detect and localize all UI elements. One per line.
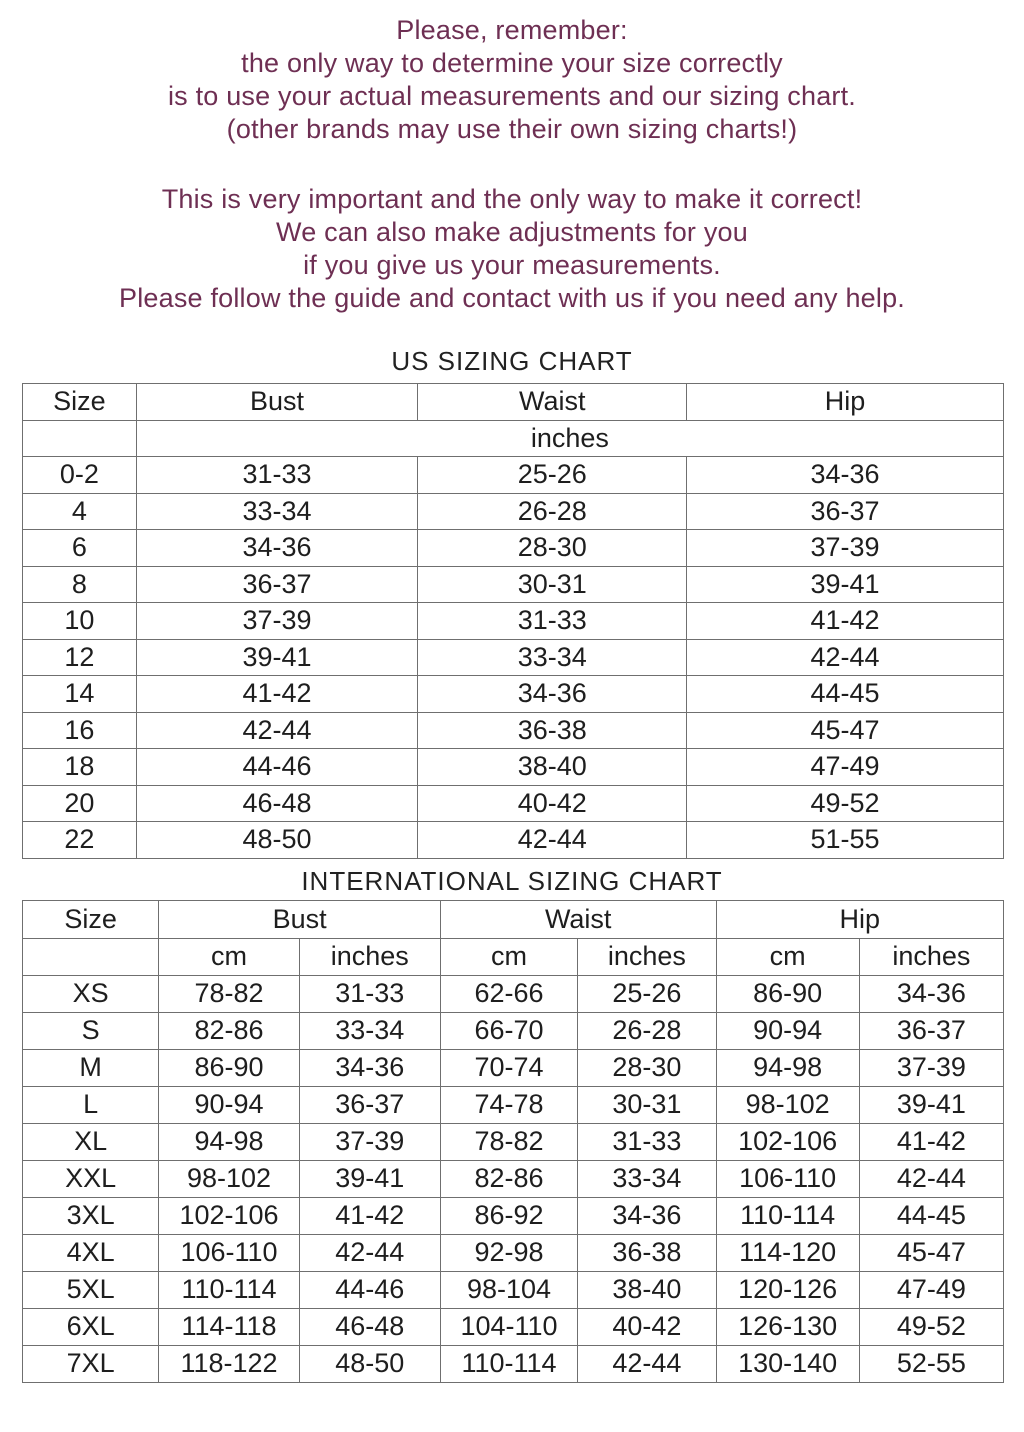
intl-chart-value-cell: 114-120 [716,1234,859,1271]
intl-chart-value-cell: 106-110 [716,1160,859,1197]
intl-chart-value-cell: 82-86 [440,1160,577,1197]
intl-header-hip: Hip [716,900,1003,938]
us-chart-value-cell: 44-46 [136,749,418,786]
us-chart-row [23,493,1004,530]
intl-chart-value-cell: 42-44 [299,1234,440,1271]
us-chart-value-cell: 33-34 [136,493,418,530]
intl-chart-value-cell: 114-118 [159,1308,299,1345]
us-chart-value-cell: 30-31 [418,566,687,603]
intl-chart-value-cell: 34-36 [299,1049,440,1086]
intl-chart-size-cell: L [23,1086,159,1123]
us-header-waist: Waist [418,384,687,421]
intl-table-unit-row [23,938,1004,975]
intl-chart-value-cell: 31-33 [299,975,440,1012]
us-sizing-table [22,383,1004,859]
intl-chart-value-cell: 102-106 [159,1197,299,1234]
us-chart-row [23,822,1004,859]
intl-chart-row [23,975,1004,1012]
us-header-bust: Bust [136,384,418,421]
intl-chart-value-cell: 25-26 [578,975,716,1012]
intl-chart-value-cell: 39-41 [859,1086,1003,1123]
intl-chart-row [23,1012,1004,1049]
intl-chart-value-cell: 37-39 [299,1123,440,1160]
intl-chart-value-cell: 36-38 [578,1234,716,1271]
us-chart-size-cell: 14 [23,676,137,713]
us-chart-row [23,530,1004,567]
intl-chart-value-cell: 86-92 [440,1197,577,1234]
us-chart-value-cell: 34-36 [136,530,418,567]
intl-chart-value-cell: 34-36 [859,975,1003,1012]
us-chart-value-cell: 46-48 [136,785,418,822]
us-chart-row [23,712,1004,749]
intro-line: This is very important and the only way to make it correct! [161,184,863,214]
us-chart-value-cell: 39-41 [687,566,1004,603]
intl-chart-value-cell: 44-46 [299,1271,440,1308]
intl-chart-value-cell: 40-42 [578,1308,716,1345]
intl-unit-waist-inches: inches [578,938,716,975]
intl-chart-row [23,1197,1004,1234]
intl-unit-hip-cm: cm [716,938,859,975]
intl-chart-value-cell: 90-94 [716,1012,859,1049]
intl-chart-value-cell: 26-28 [578,1012,716,1049]
intl-unit-bust-inches: inches [299,938,440,975]
intl-chart-value-cell: 48-50 [299,1345,440,1382]
intl-unit-hip-inches: inches [859,938,1003,975]
us-chart-size-cell: 22 [23,822,137,859]
us-chart-value-cell: 42-44 [687,639,1004,676]
intl-table-header-row [23,900,1004,938]
us-chart-value-cell: 26-28 [418,493,687,530]
us-chart-size-cell: 0-2 [23,457,137,494]
us-chart-value-cell: 44-45 [687,676,1004,713]
intl-chart-value-cell: 120-126 [716,1271,859,1308]
intl-chart-size-cell: XS [23,975,159,1012]
intl-chart-value-cell: 44-45 [859,1197,1003,1234]
intl-chart-value-cell: 46-48 [299,1308,440,1345]
us-unit-empty-cell [23,420,137,457]
intl-chart-value-cell: 90-94 [159,1086,299,1123]
intl-chart-value-cell: 30-31 [578,1086,716,1123]
intl-chart-size-cell: XL [23,1123,159,1160]
intl-unit-empty-cell [23,938,159,975]
intl-chart-value-cell: 130-140 [716,1345,859,1382]
intl-chart-value-cell: 47-49 [859,1271,1003,1308]
intl-chart-value-cell: 38-40 [578,1271,716,1308]
intl-chart-value-cell: 78-82 [159,975,299,1012]
us-chart-value-cell: 41-42 [136,676,418,713]
intl-header-waist: Waist [440,900,716,938]
us-chart-row [23,639,1004,676]
intl-chart-row [23,1123,1004,1160]
intl-chart-value-cell: 110-114 [440,1345,577,1382]
us-chart-value-cell: 47-49 [687,749,1004,786]
us-unit-label-cell: inches [136,420,1003,457]
us-chart-value-cell: 34-36 [687,457,1004,494]
intl-chart-row [23,1271,1004,1308]
us-chart-size-cell: 12 [23,639,137,676]
intl-chart-value-cell: 70-74 [440,1049,577,1086]
us-chart-value-cell: 37-39 [687,530,1004,567]
intl-chart-value-cell: 86-90 [716,975,859,1012]
intl-chart-value-cell: 78-82 [440,1123,577,1160]
intl-chart-row [23,1086,1004,1123]
intl-chart-value-cell: 31-33 [578,1123,716,1160]
us-chart-value-cell: 37-39 [136,603,418,640]
intl-header-bust: Bust [159,900,441,938]
us-chart-value-cell: 36-37 [687,493,1004,530]
us-chart-value-cell: 48-50 [136,822,418,859]
intl-chart-value-cell: 36-37 [299,1086,440,1123]
intl-chart-value-cell: 110-114 [716,1197,859,1234]
intl-chart-size-cell: M [23,1049,159,1086]
intro-text-block [0,0,1024,315]
us-chart-value-cell: 33-34 [418,639,687,676]
intro-paragraph-gap [0,146,1024,183]
intl-chart-value-cell: 86-90 [159,1049,299,1086]
intl-chart-value-cell: 110-114 [159,1271,299,1308]
us-chart-size-cell: 18 [23,749,137,786]
intl-chart-size-cell: 7XL [23,1345,159,1382]
intl-chart-row [23,1345,1004,1382]
us-chart-size-cell: 4 [23,493,137,530]
intl-chart-value-cell: 106-110 [159,1234,299,1271]
us-chart-title: US SIZING CHART [391,346,633,376]
us-chart-value-cell: 36-38 [418,712,687,749]
us-chart-value-cell: 45-47 [687,712,1004,749]
intl-chart-size-cell: XXL [23,1160,159,1197]
intl-chart-value-cell: 28-30 [578,1049,716,1086]
us-chart-value-cell: 51-55 [687,822,1004,859]
us-chart-value-cell: 31-33 [418,603,687,640]
intl-chart-value-cell: 98-104 [440,1271,577,1308]
intl-chart-value-cell: 126-130 [716,1308,859,1345]
intl-chart-size-cell: S [23,1012,159,1049]
intl-chart-row [23,1234,1004,1271]
intl-chart-value-cell: 74-78 [440,1086,577,1123]
us-chart-size-cell: 16 [23,712,137,749]
intl-chart-size-cell: 3XL [23,1197,159,1234]
intl-chart-value-cell: 94-98 [716,1049,859,1086]
us-chart-row [23,749,1004,786]
intl-chart-value-cell: 36-37 [859,1012,1003,1049]
us-chart-row [23,603,1004,640]
us-table-unit-row [23,420,1004,457]
us-chart-value-cell: 41-42 [687,603,1004,640]
intro-line: the only way to determine your size correctly [241,48,783,78]
intl-chart-value-cell: 49-52 [859,1308,1003,1345]
intl-chart-size-cell: 6XL [23,1308,159,1345]
intl-chart-value-cell: 62-66 [440,975,577,1012]
us-chart-value-cell: 39-41 [136,639,418,676]
intl-chart-value-cell: 45-47 [859,1234,1003,1271]
intl-chart-row [23,1160,1004,1197]
intl-chart-size-cell: 5XL [23,1271,159,1308]
us-chart-value-cell: 40-42 [418,785,687,822]
intl-header-size: Size [23,900,159,938]
intl-chart-value-cell: 82-86 [159,1012,299,1049]
us-chart-value-cell: 25-26 [418,457,687,494]
intl-chart-row [23,1308,1004,1345]
intl-chart-value-cell: 104-110 [440,1308,577,1345]
intro-line: Please, remember: [396,15,628,45]
intl-chart-value-cell: 41-42 [299,1197,440,1234]
us-chart-size-cell: 10 [23,603,137,640]
us-chart-size-cell: 6 [23,530,137,567]
intl-chart-value-cell: 34-36 [578,1197,716,1234]
intl-chart-value-cell: 42-44 [859,1160,1003,1197]
intl-chart-value-cell: 98-102 [159,1160,299,1197]
intl-chart-value-cell: 118-122 [159,1345,299,1382]
intl-chart-title: INTERNATIONAL SIZING CHART [301,865,723,896]
intl-chart-value-cell: 39-41 [299,1160,440,1197]
intl-chart-value-cell: 33-34 [578,1160,716,1197]
intro-line: (other brands may use their own sizing charts!) [226,114,798,144]
us-chart-row [23,457,1004,494]
us-chart-value-cell: 28-30 [418,530,687,567]
intl-chart-value-cell: 52-55 [859,1345,1003,1382]
us-chart-value-cell: 42-44 [136,712,418,749]
intl-chart-value-cell: 41-42 [859,1123,1003,1160]
us-chart-row [23,676,1004,713]
intl-chart-value-cell: 94-98 [159,1123,299,1160]
intl-chart-value-cell: 33-34 [299,1012,440,1049]
us-chart-value-cell: 42-44 [418,822,687,859]
intro-line: We can also make adjustments for you [276,217,748,247]
us-chart-value-cell: 49-52 [687,785,1004,822]
us-chart-size-cell: 20 [23,785,137,822]
intl-chart-value-cell: 66-70 [440,1012,577,1049]
intl-chart-row [23,1049,1004,1086]
intro-line: if you give us your measurements. [303,250,721,280]
intro-line: Please follow the guide and contact with us if you need any help. [118,283,905,313]
intl-chart-size-cell: 4XL [23,1234,159,1271]
intl-unit-waist-cm: cm [440,938,577,975]
us-chart-row [23,566,1004,603]
intro-line: is to use your actual measurements and our sizing chart. [167,81,857,111]
intl-unit-bust-cm: cm [159,938,299,975]
intl-chart-value-cell: 98-102 [716,1086,859,1123]
intl-chart-value-cell: 102-106 [716,1123,859,1160]
us-header-size: Size [23,384,137,421]
intl-chart-value-cell: 37-39 [859,1049,1003,1086]
intl-chart-value-cell: 42-44 [578,1345,716,1382]
intl-chart-value-cell: 92-98 [440,1234,577,1271]
international-sizing-table [22,900,1004,1383]
us-chart-row [23,785,1004,822]
us-table-header-row [23,384,1004,421]
us-chart-value-cell: 31-33 [136,457,418,494]
us-chart-value-cell: 38-40 [418,749,687,786]
us-chart-value-cell: 36-37 [136,566,418,603]
us-chart-size-cell: 8 [23,566,137,603]
us-chart-value-cell: 34-36 [418,676,687,713]
us-header-hip: Hip [687,384,1004,421]
